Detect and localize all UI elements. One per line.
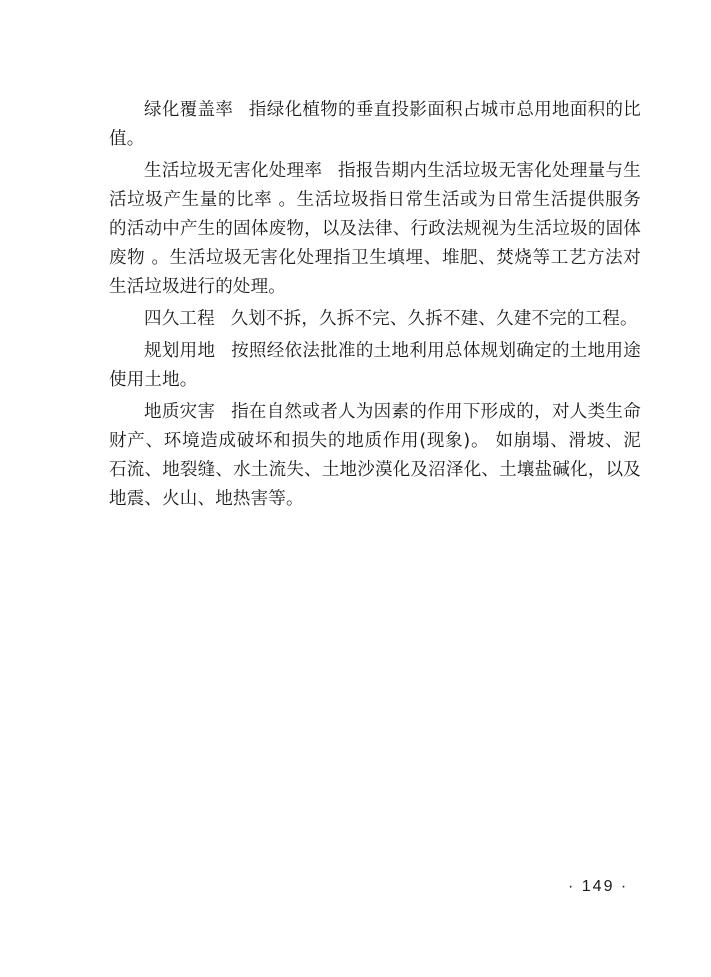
glossary-entry — [109, 398, 641, 514]
glossary-entry — [109, 157, 641, 302]
entry-term: 生活垃圾无害化处理率 — [144, 161, 323, 181]
entry-definition: 指在自然或者人为因素的作用下形成的，对人类生命财产、环境造成破坏和损失的地质作用(现象)。 如崩塌、滑坡、泥石流、地裂缝、水土流失、土地沙漠化及沼泽化、土壤盐碱化，以及地震、火山、地热害等。 — [109, 402, 641, 509]
entry-term: 规划用地 — [144, 341, 216, 361]
glossary-entry — [109, 337, 641, 395]
entry-term: 四久工程 — [144, 309, 215, 329]
entry-term: 绿化覆盖率 — [144, 100, 234, 120]
glossary-entry — [109, 305, 641, 334]
glossary-entry — [109, 96, 641, 154]
entry-definition: 按照经依法批准的土地利用总体规划确定的土地用途使用土地。 — [109, 341, 641, 390]
entry-term: 地质灾害 — [144, 402, 216, 422]
entry-definition: 久划不拆，久拆不完、久拆不建、久建不完的工程。 — [230, 309, 638, 329]
page-body — [109, 96, 641, 517]
entry-definition: 指报告期内生活垃圾无害化处理量与生活垃圾产生量的比率 。生活垃圾指日常生活或为日常生活提供服务的活动中产生的固体废物，以及法律、行政法规视为生活垃圾的固体废物 。生活垃圾无害化处理指卫生填埋、堆肥、焚烧等工艺方法对生活垃圾进行的处理。 — [109, 161, 642, 297]
page-number: · 149 · — [568, 878, 629, 895]
entry-definition: 指绿化植物的垂直投影面积占城市总用地面积的比值。 — [109, 100, 642, 149]
